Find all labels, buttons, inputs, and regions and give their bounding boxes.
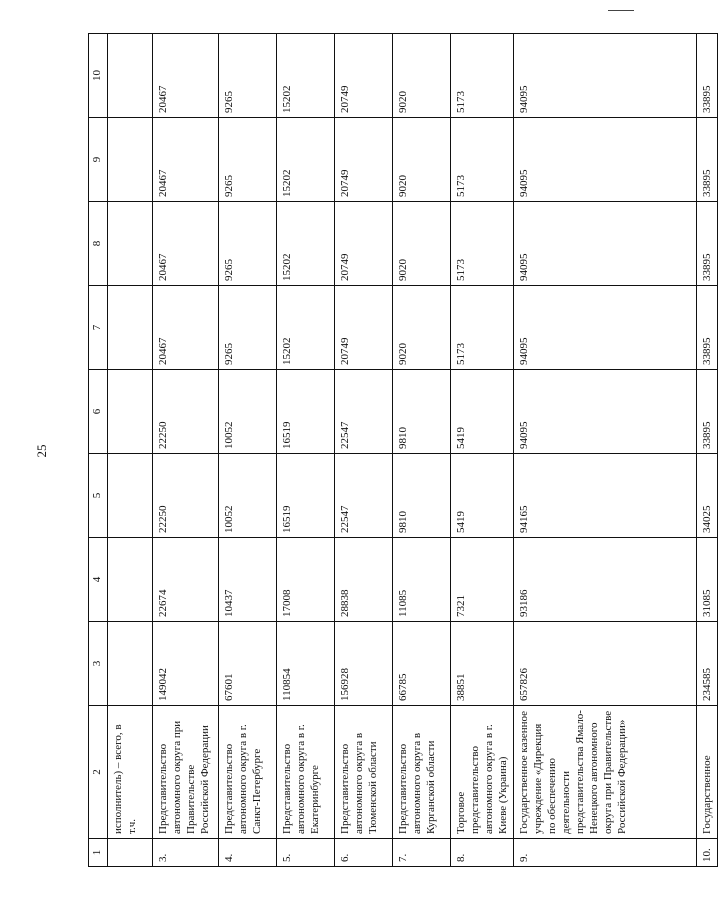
row-index: 4.	[219, 839, 277, 867]
value-cell: 22250	[153, 370, 219, 454]
value-cell: 22547	[335, 454, 393, 538]
column-header: 1	[89, 839, 108, 867]
value-cell: 20467	[153, 34, 219, 118]
row-index: 7.	[393, 839, 451, 867]
column-header: 2	[89, 706, 108, 839]
value-cell	[108, 370, 153, 454]
column-header: 6	[89, 370, 108, 454]
row-index: 3.	[153, 839, 219, 867]
rotated-table-container	[88, 33, 713, 867]
value-cell: 110854	[277, 622, 335, 706]
value-cell: 33895	[697, 202, 718, 286]
column-header: 5	[89, 454, 108, 538]
value-cell: 16519	[277, 454, 335, 538]
value-cell: 16519	[277, 370, 335, 454]
value-cell: 9265	[219, 202, 277, 286]
value-cell: 5173	[451, 202, 514, 286]
value-cell: 20467	[153, 202, 219, 286]
row-name: Представительство автономного округа в г. Екатеринбурге	[277, 706, 335, 839]
value-cell: 15202	[277, 202, 335, 286]
value-cell: 94095	[514, 370, 697, 454]
value-cell: 10052	[219, 454, 277, 538]
row-index: 9.	[514, 839, 697, 867]
value-cell: 28838	[335, 538, 393, 622]
budget-table	[88, 33, 718, 867]
row-name: Государственное казенное учреждение «Дирекция по обеспечению деятельности представительства Ямало-Ненецкого автономного округа при Правительстве Российской Федерации»	[514, 706, 697, 839]
value-cell	[108, 454, 153, 538]
value-cell: 20749	[335, 202, 393, 286]
header-row	[89, 34, 108, 867]
value-cell: 20467	[153, 118, 219, 202]
column-header: 4	[89, 538, 108, 622]
table-row	[277, 34, 335, 867]
value-cell: 15202	[277, 286, 335, 370]
value-cell: 9265	[219, 286, 277, 370]
value-cell: 9020	[393, 118, 451, 202]
top-edge-mark	[608, 10, 634, 11]
value-cell	[108, 118, 153, 202]
value-cell: 94095	[514, 286, 697, 370]
value-cell: 15202	[277, 34, 335, 118]
value-cell: 66785	[393, 622, 451, 706]
table-row	[514, 34, 697, 867]
value-cell: 9020	[393, 202, 451, 286]
value-cell: 9265	[219, 118, 277, 202]
value-cell: 94095	[514, 34, 697, 118]
value-cell: 10437	[219, 538, 277, 622]
value-cell: 33895	[697, 286, 718, 370]
row-index: 8.	[451, 839, 514, 867]
value-cell	[108, 622, 153, 706]
value-cell: 10052	[219, 370, 277, 454]
value-cell: 5173	[451, 118, 514, 202]
table-row	[335, 34, 393, 867]
value-cell: 11085	[393, 538, 451, 622]
table-row	[697, 34, 718, 867]
table-body	[89, 34, 718, 867]
value-cell: 94095	[514, 118, 697, 202]
value-cell	[108, 34, 153, 118]
value-cell	[108, 202, 153, 286]
value-cell	[108, 538, 153, 622]
value-cell: 20467	[153, 286, 219, 370]
table-row	[451, 34, 514, 867]
value-cell: 15202	[277, 118, 335, 202]
value-cell: 9020	[393, 34, 451, 118]
value-cell: 17008	[277, 538, 335, 622]
row-index: 5.	[277, 839, 335, 867]
table-row	[219, 34, 277, 867]
row-name: Представительство автономного округа в г. Санкт-Петербурге	[219, 706, 277, 839]
value-cell: 94165	[514, 454, 697, 538]
column-header: 8	[89, 202, 108, 286]
row-name: Торговое представительство автономного округа в г. Киеве (Украина)	[451, 706, 514, 839]
value-cell: 20749	[335, 118, 393, 202]
value-cell: 22674	[153, 538, 219, 622]
column-header: 9	[89, 118, 108, 202]
value-cell: 234585	[697, 622, 718, 706]
value-cell: 5173	[451, 34, 514, 118]
column-header: 3	[89, 622, 108, 706]
value-cell: 93186	[514, 538, 697, 622]
page-number: 25	[34, 444, 49, 458]
row-name: Государственное	[697, 706, 718, 839]
value-cell: 67601	[219, 622, 277, 706]
value-cell: 38851	[451, 622, 514, 706]
value-cell: 7321	[451, 538, 514, 622]
value-cell: 33895	[697, 370, 718, 454]
value-cell: 9265	[219, 34, 277, 118]
row-name: Представительство автономного округа в Курганской области	[393, 706, 451, 839]
column-header: 10	[89, 34, 108, 118]
value-cell: 156928	[335, 622, 393, 706]
value-cell: 22547	[335, 370, 393, 454]
table-row	[108, 34, 153, 867]
row-name: Представительство автономного округа в Тюменской области	[335, 706, 393, 839]
row-index	[108, 839, 153, 867]
row-name: исполнитель) – всего, в т.ч.	[108, 706, 153, 839]
value-cell: 22250	[153, 454, 219, 538]
value-cell: 9020	[393, 286, 451, 370]
row-name: Представительство автономного округа при Правительстве Российской Федерации	[153, 706, 219, 839]
value-cell: 20749	[335, 34, 393, 118]
value-cell: 9810	[393, 370, 451, 454]
value-cell: 657826	[514, 622, 697, 706]
value-cell: 5419	[451, 454, 514, 538]
value-cell: 5173	[451, 286, 514, 370]
value-cell: 31085	[697, 538, 718, 622]
table-row	[153, 34, 219, 867]
column-header: 7	[89, 286, 108, 370]
value-cell: 149042	[153, 622, 219, 706]
value-cell: 20749	[335, 286, 393, 370]
value-cell: 94095	[514, 202, 697, 286]
table-row	[393, 34, 451, 867]
value-cell: 33895	[697, 34, 718, 118]
value-cell: 33895	[697, 118, 718, 202]
row-index: 6.	[335, 839, 393, 867]
value-cell	[108, 286, 153, 370]
value-cell: 5419	[451, 370, 514, 454]
value-cell: 9810	[393, 454, 451, 538]
value-cell: 34025	[697, 454, 718, 538]
row-index: 10.	[697, 839, 718, 867]
